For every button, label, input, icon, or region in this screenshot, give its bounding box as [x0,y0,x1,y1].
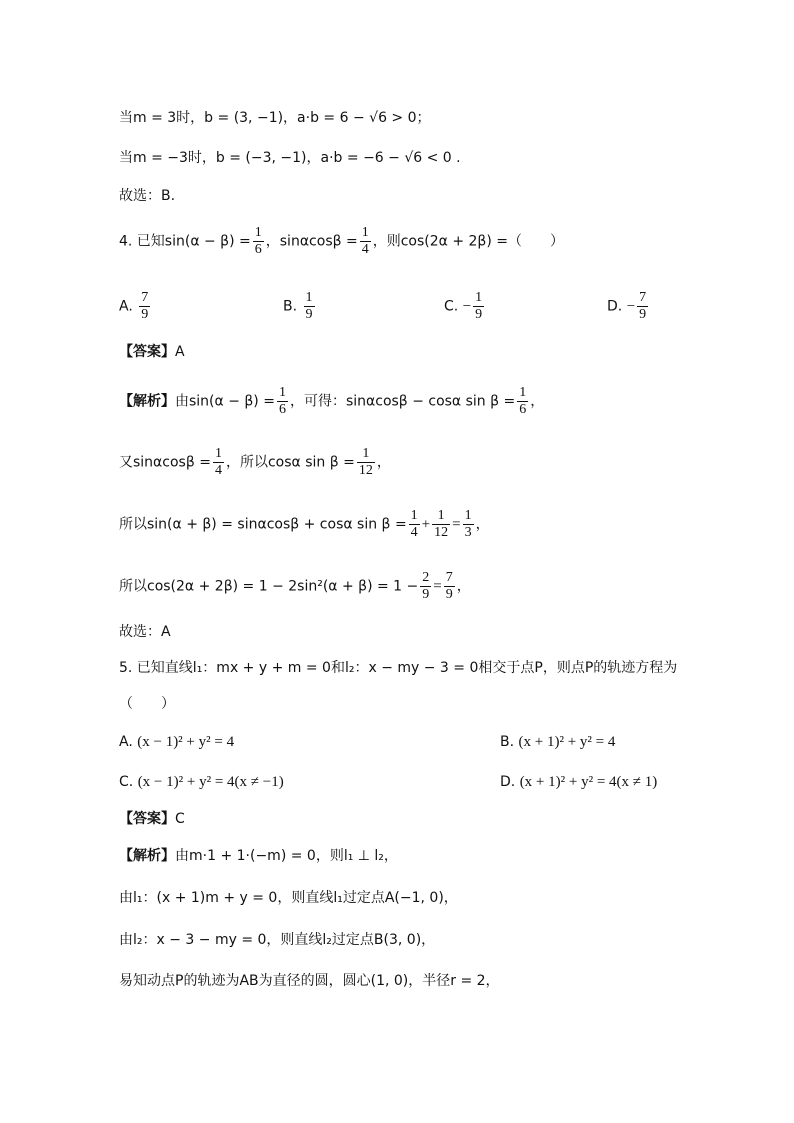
question-5-paren: （ ） [119,696,175,712]
question-4-stem: 4. 已知sin(α − β) = $\frac{1}{6}$ ，sinαcosβ = $\frac{1}{4}$ ，则cos(2α + 2β) =（ ） [119,225,565,257]
choose-b-line: 故选：B. [119,188,176,204]
q4-option-a: A. $\frac{7}{9}$ [119,290,149,322]
question-5-stem: 5. 已知直线l₁：mx + y + m = 0和l₂：x − my − 3 = 0相交于点P，则点P的轨迹方程为 [119,660,678,676]
fraction: $\frac{1}{4}$ [361,225,369,257]
q5-option-d: D. (x + 1)² + y² = 4(x ≠ 1) [500,774,658,790]
q5-analysis-line-4: 易知动点P的轨迹为AB为直径的圆，圆心(1, 0)，半径r = 2， [119,973,500,989]
q5-analysis-line-1: 【解析】由m·1 + 1·(−m) = 0，则l₁ ⊥ l₂， [119,848,398,864]
q5-answer: 【答案】C [119,811,185,827]
q4-analysis-line-3: 所以sin(α + β) = sinαcosβ + cosα sin β = $\frac{1}{4}$ + $\frac{1}{12}$ = $\frac{1}{3}$ ， [119,508,490,540]
q5-option-b: B. (x + 1)² + y² = 4 [500,734,616,750]
q4-option-d: D. − $\frac{7}{9}$ [607,290,647,322]
q5-option-a: A. (x − 1)² + y² = 4 [119,734,235,750]
q4-answer: 【答案】A [119,344,185,360]
q4-option-b: B. $\frac{1}{9}$ [283,290,313,322]
solution-line-m3: 当m = 3时，b = (3, −1)，a·b = 6 − √6 > 0； [119,110,431,126]
solution-line-m-neg3: 当m = −3时，b = (−3, −1)，a·b = −6 − √6 < 0 . [119,150,461,166]
q4-analysis-line-1: 【解析】由sin(α − β) = $\frac{1}{6}$ ，可得：sinαcosβ − cosα sin β = $\frac{1}{6}$ ， [119,385,545,417]
q4-analysis-line-4: 所以cos(2α + 2β) = 1 − 2sin²(α + β) = 1 − $\frac{2}{9}$ = $\frac{7}{9}$ ， [119,570,471,602]
q5-analysis-line-2: 由l₁：(x + 1)m + y = 0，则直线l₁过定点A(−1, 0)， [119,890,458,906]
fraction: $\frac{1}{6}$ [254,225,262,257]
q4-analysis-line-2: 又sinαcosβ = $\frac{1}{4}$ ，所以cosα sin β = $\frac{1}{12}$ ， [119,446,391,478]
q5-analysis-line-3: 由l₂：x − 3 − my = 0，则直线l₂过定点B(3, 0)， [119,932,436,948]
q4-choose-a: 故选：A [119,624,171,640]
q4-option-c: C. − $\frac{1}{9}$ [444,290,483,322]
q5-option-c: C. (x − 1)² + y² = 4(x ≠ −1) [119,774,284,790]
